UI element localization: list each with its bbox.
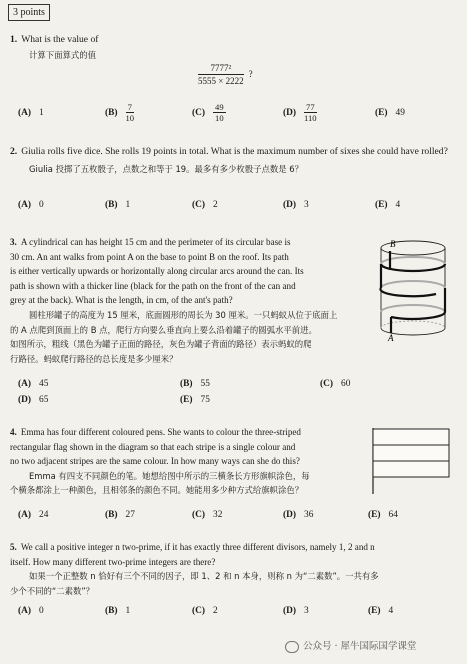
option-b[interactable]: (B) 1 (105, 606, 131, 616)
question-number: 2. (10, 146, 18, 157)
flag-figure (370, 426, 452, 496)
option-c[interactable]: (C) 2 (192, 606, 218, 616)
question-number: 3. (10, 237, 17, 247)
option-e[interactable]: (E) 4 (368, 606, 394, 616)
question-number: 1. (10, 34, 18, 45)
option-d[interactable]: (D) 36 (283, 510, 314, 520)
question-5: 5. We call a positive integer n two-prime, if it has exactly three different divisors, namely 1, 2 and n itself. How many different two-prime integers are there? 如果一个正整数 n 恰好有三个不同的因子，即 1、2 和 n 本身，则称 n 为“二素数”。一共有多 少个不同的“二素数”？ (10, 542, 379, 596)
watermark: 公众号 · 犀牛国际国学课堂 (285, 638, 417, 653)
option-e[interactable]: (E) 4 (375, 200, 401, 210)
option-e[interactable]: (E) 75 (180, 395, 210, 405)
numerator: 7777² (198, 62, 244, 75)
option-b[interactable]: (B) 27 (105, 510, 135, 520)
option-c[interactable]: (C) 32 (192, 510, 223, 520)
question-mark: ? (248, 69, 253, 79)
denominator: 5555 × 2222 (198, 76, 244, 86)
question-1 (10, 33, 450, 62)
label-a: A (388, 333, 394, 342)
expression-fraction (198, 62, 253, 87)
question-4: 4. Emma has four different coloured pens. She wants to colour the three-striped rectangular flag shown in the diagram so that each stripe is a single colour and no two adjacent stripes are the same colour. In how many ways can she do this? Emma 有四支不同颜色的笔。她想给图中所示的三横条长方形旗帜涂色，每 个横条都涂上一种颜色，且相邻条的颜色不同。她能用多少种方式给旗帜涂色？ (10, 427, 310, 496)
question-number: 5. (10, 542, 17, 552)
question-number: 4. (10, 427, 17, 437)
question-2 (10, 145, 450, 176)
option-a[interactable]: (A) 24 (18, 510, 49, 520)
wechat-icon (285, 641, 299, 653)
cylinder-figure (376, 236, 450, 342)
option-a[interactable]: (A) 0 (18, 606, 44, 616)
question-text-zh: Giulia 投掷了五枚骰子，点数之和等于 19。最多有多少枚骰子点数是 6？ (29, 163, 304, 174)
option-d[interactable]: (D) 3 (283, 606, 309, 616)
points-header: 3 points (8, 4, 50, 21)
question-text-en: Giulia rolls five dice. She rolls 19 points in total. What is the maximum number of sixes she could have rolled? (21, 146, 448, 157)
option-d[interactable]: (D) $\frac{77}{110}$ (283, 102, 317, 123)
option-d[interactable]: (D) 3 (283, 200, 309, 210)
option-d[interactable]: (D) 65 (18, 395, 49, 405)
option-c[interactable]: (C) 60 (320, 379, 351, 389)
option-b[interactable]: (B) $\frac{7}{10}$ (105, 102, 135, 123)
option-e[interactable]: (E) 64 (368, 510, 398, 520)
option-c[interactable]: (C) $\frac{49}{10}$ (192, 102, 224, 123)
option-c[interactable]: (C) 2 (192, 200, 218, 210)
option-a[interactable]: (A) 45 (18, 379, 49, 389)
option-a[interactable]: (A) 1 (18, 108, 44, 118)
option-e[interactable]: (E) 49 (375, 108, 405, 118)
label-b: B (390, 239, 396, 249)
question-text-en: What is the value of (21, 34, 99, 45)
option-a[interactable]: (A) 0 (18, 200, 44, 210)
option-b[interactable]: (B) 55 (180, 379, 210, 389)
question-text-zh: 计算下面算式的值 (29, 49, 96, 60)
question-3: 3. A cylindrical can has height 15 cm and the perimeter of its circular base is 30 cm. An ant walks from point A on the base to point B on the roof. Its path is either vertically upwards or horizontally along circular arcs around the can. Its path is shown with a thicker line (black for the path on the front of the can and grey at the back). What is the length, in cm, of the ant's path? 圆柱形罐子的高度为 15 厘米，底面圆形的周长为 30 厘米。一只蚂蚁从位于底面上 的 A 点爬到顶面上的 B 点，爬行方向要么垂直向上要么沿着罐子的圆弧水平前进。 如图所示，粗线（黑色为罐子正面的路径，灰色为罐子背面的路径）表示蚂蚁的爬 行路径。蚂蚁爬行路径的总长度是多少厘米？ (10, 237, 338, 364)
option-b[interactable]: (B) 1 (105, 200, 131, 210)
